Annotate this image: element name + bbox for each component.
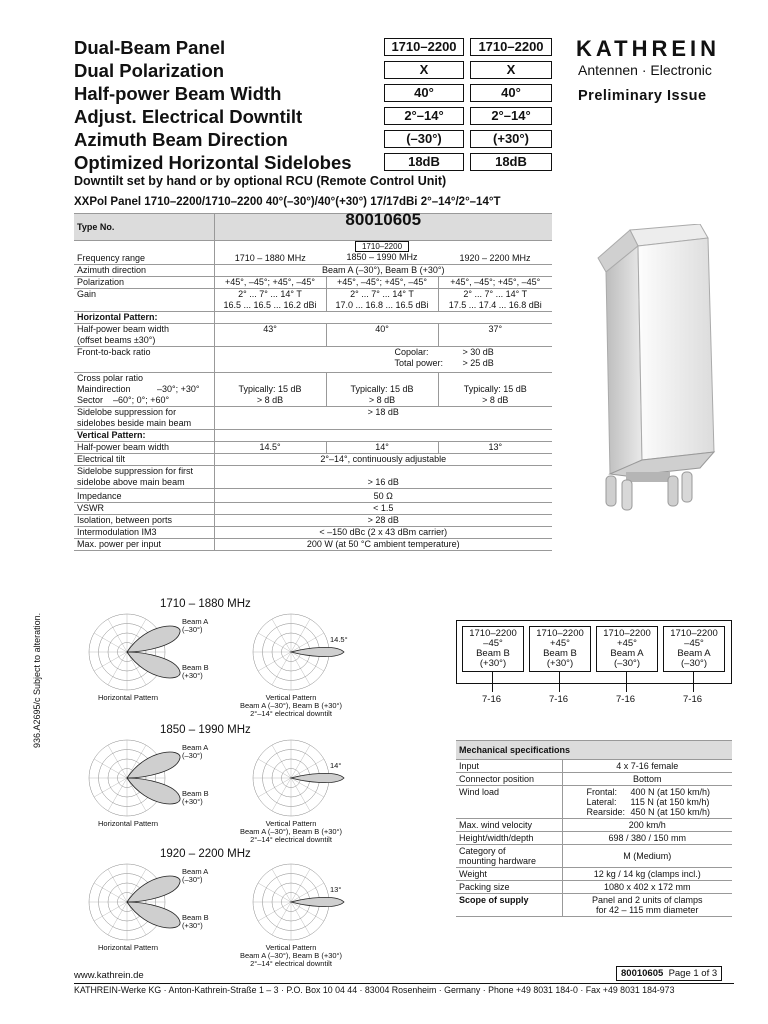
wind-frontal: 400 N (at 150 km/h) bbox=[630, 787, 711, 797]
vertical-pattern-caption: Vertical Pattern bbox=[265, 693, 317, 702]
horizontal-pattern-plot bbox=[72, 862, 182, 942]
vsls-value: > 16 dB bbox=[214, 466, 552, 489]
mech-scope-2: for 42 – 115 mm diameter bbox=[596, 905, 699, 915]
beam-b_dir-label: (+30°) bbox=[182, 797, 203, 806]
connector-dir: (+30°) bbox=[479, 658, 507, 669]
beam-a_dir-label: (–30°) bbox=[182, 751, 203, 760]
connector-type-tag: 7-16 bbox=[616, 694, 636, 705]
vertical-beamwidth-mark: 13° bbox=[330, 885, 342, 894]
vhpbw-2: 14° bbox=[326, 442, 438, 454]
pol-label: Polarization bbox=[74, 277, 214, 289]
connector-band: 1710–2200 bbox=[536, 628, 584, 639]
connector-dir: (+30°) bbox=[546, 658, 574, 669]
band-label: 1920 – 2200 MHz bbox=[160, 848, 251, 860]
page-indicator bbox=[616, 966, 722, 981]
mech-scope-label: Scope of supply bbox=[456, 894, 562, 917]
feature-box-right-6: 18dB bbox=[470, 153, 552, 171]
horizontal-pattern-caption: Horizontal Pattern bbox=[97, 693, 159, 702]
feature-title-3: Half-power Beam Width bbox=[74, 83, 282, 104]
mech-weight: 12 kg / 14 kg (clamps incl.) bbox=[562, 868, 732, 881]
wind-frontal-label: Frontal: bbox=[586, 787, 618, 797]
mech-cat-label: Category of bbox=[459, 846, 506, 856]
xpol-3-b: > 8 dB bbox=[482, 395, 509, 405]
connector-dir: (–30°) bbox=[614, 658, 640, 669]
connector-box bbox=[663, 626, 725, 672]
xpol-3-a: Typically: 15 dB bbox=[463, 384, 527, 394]
vhpbw-label: Half-power beam width bbox=[74, 442, 214, 454]
azimuth-value: Beam A (–30°), Beam B (+30°) bbox=[214, 265, 552, 277]
mech-conpos-label: Connector position bbox=[456, 773, 562, 786]
gain-3: 17.5 ... 17.4 ... 16.8 dBi bbox=[448, 300, 542, 310]
connector-pol: +45° bbox=[550, 638, 570, 649]
vertical-beamwidth-mark: 14° bbox=[330, 761, 342, 770]
type-number: 80010605 bbox=[214, 214, 552, 241]
vertical-beamwidth-mark: 14.5° bbox=[330, 635, 348, 644]
gain-tilt-1: 2° ... 7° ... 14° T bbox=[238, 289, 302, 299]
mech-packing: 1080 x 402 x 172 mm bbox=[562, 881, 732, 894]
website-link[interactable]: www.kathrein.de bbox=[74, 970, 144, 981]
connector-dir: (–30°) bbox=[681, 658, 707, 669]
mech-hwd: 698 / 380 / 150 mm bbox=[562, 832, 732, 845]
pol-1: +45°, –45°; +45°, –45° bbox=[214, 277, 326, 289]
hpbw-label-2: (offset beams ±30°) bbox=[77, 335, 156, 345]
type-label: Type No. bbox=[74, 214, 214, 241]
vswr-label: VSWR bbox=[74, 503, 214, 515]
connector-beam: Beam A bbox=[677, 648, 711, 659]
feature-box-left-3: 40° bbox=[384, 84, 464, 102]
mech-scope-1: Panel and 2 units of clamps bbox=[591, 895, 703, 905]
company-address: KATHREIN-Werke KG · Anton-Kathrein-Straße 1 – 3 · P.O. Box 10 04 44 · 83004 Rosenheim · Germany · Phone +49 8031 184-0 · Fax +49 8031 184-973 bbox=[74, 983, 734, 995]
downtilt-note: Downtilt set by hand or by optional RCU (Remote Control Unit) bbox=[74, 174, 447, 188]
xpol-main-label: Maindirection bbox=[77, 384, 131, 394]
mech-hwd-label: Height/width/depth bbox=[456, 832, 562, 845]
beam-a-label: Beam A bbox=[182, 617, 209, 626]
wind-rear: 450 N (at 150 km/h) bbox=[630, 807, 711, 817]
xpol-2-b: > 8 dB bbox=[368, 395, 396, 405]
feature-box-right-2: X bbox=[470, 61, 552, 79]
mech-wind-label: Wind load bbox=[456, 786, 562, 819]
beam-a_dir-label: (–30°) bbox=[182, 625, 203, 634]
connector-band: 1710–2200 bbox=[469, 628, 517, 639]
freq-label: Frequency range bbox=[74, 241, 214, 265]
beam-b-label: Beam B bbox=[182, 663, 209, 672]
sls-label: Sidelobe suppression for bbox=[77, 407, 177, 417]
connector-beam: Beam B bbox=[543, 648, 577, 659]
horizontal-section: Horizontal Pattern: bbox=[74, 312, 214, 324]
logo-subtitle: Antennen · Electronic bbox=[578, 62, 712, 78]
band-box: 1710–2200 bbox=[355, 241, 409, 252]
band-label: 1850 – 1990 MHz bbox=[160, 724, 251, 736]
gain-1: 16.5 ... 16.5 ... 16.2 dBi bbox=[223, 300, 317, 310]
horizontal-pattern-plot bbox=[72, 738, 182, 818]
connector-box bbox=[596, 626, 658, 672]
pol-2: +45°, –45°; +45°, –45° bbox=[326, 277, 438, 289]
gain-tilt-3: 2° ... 7° ... 14° T bbox=[463, 289, 528, 299]
freq-3: 1920 – 2200 MHz bbox=[438, 241, 552, 265]
hpbw-2: 40° bbox=[326, 324, 438, 347]
feature-box-left-1: 1710–2200 bbox=[384, 38, 464, 56]
connector-box bbox=[462, 626, 524, 672]
beam-b-label: Beam B bbox=[182, 913, 209, 922]
horizontal-pattern-caption: Horizontal Pattern bbox=[97, 819, 159, 828]
iso-value: > 28 dB bbox=[214, 515, 552, 527]
connector-band: 1710–2200 bbox=[670, 628, 718, 639]
mech-conpos: Bottom bbox=[562, 773, 732, 786]
connector-lead bbox=[492, 672, 493, 692]
feature-box-left-5: (–30°) bbox=[384, 130, 464, 148]
feature-box-left-6: 18dB bbox=[384, 153, 464, 171]
feature-box-right-1: 1710–2200 bbox=[470, 38, 552, 56]
feature-title-6: Optimized Horizontal Sidelobes bbox=[74, 152, 352, 173]
connector-beam: Beam B bbox=[476, 648, 510, 659]
ftb-copolar: > 30 dB bbox=[462, 347, 494, 357]
mech-title: Mechanical specifications bbox=[456, 741, 732, 760]
vertical-pattern-caption: Beam A (–30°), Beam B (+30°) bbox=[239, 827, 343, 836]
xpol-sector-angles: –60°; 0°; +60° bbox=[113, 395, 170, 405]
xpol-1-b: > 8 dB bbox=[256, 395, 284, 405]
mech-cat: M (Medium) bbox=[562, 845, 732, 868]
xpol-main-angles: –30°; +30° bbox=[157, 384, 200, 394]
feature-title-5: Azimuth Beam Direction bbox=[74, 129, 288, 150]
ftb-copolar-label: Copolar: bbox=[394, 347, 429, 357]
beam-b_dir-label: (+30°) bbox=[182, 671, 203, 680]
mech-packing-label: Packing size bbox=[456, 881, 562, 894]
connector-lead bbox=[693, 672, 694, 692]
vertical-pattern-caption: Beam A (–30°), Beam B (+30°) bbox=[239, 951, 343, 960]
feature-title-2: Dual Polarization bbox=[74, 60, 225, 81]
mech-velocity-label: Max. wind velocity bbox=[456, 819, 562, 832]
iso-label: Isolation, between ports bbox=[74, 515, 214, 527]
page-number: Page 1 of 3 bbox=[668, 968, 718, 979]
connector-band: 1710–2200 bbox=[603, 628, 651, 639]
xpol-2-a: Typically: 15 dB bbox=[350, 384, 414, 394]
wind-rear-label: Rearside: bbox=[586, 807, 626, 817]
mech-cat-label-2: mounting hardware bbox=[459, 856, 537, 866]
feature-title-4: Adjust. Electrical Downtilt bbox=[74, 106, 303, 127]
feature-title-1: Dual-Beam Panel bbox=[74, 37, 226, 58]
connector-type-tag: 7-16 bbox=[683, 694, 703, 705]
azimuth-label: Azimuth direction bbox=[74, 265, 214, 277]
freq-2: 1850 – 1990 MHz bbox=[346, 252, 418, 262]
feature-box-right-3: 40° bbox=[470, 84, 552, 102]
pwr-label: Max. power per input bbox=[74, 539, 214, 551]
connector-type-tag: 7-16 bbox=[482, 694, 502, 705]
hpbw-3: 37° bbox=[438, 324, 552, 347]
beam-b-label: Beam B bbox=[182, 789, 209, 798]
beam-b_dir-label: (+30°) bbox=[182, 921, 203, 930]
vhpbw-1: 14.5° bbox=[214, 442, 326, 454]
gain-label: Gain bbox=[74, 289, 214, 312]
ftb-total: > 25 dB bbox=[462, 358, 494, 368]
im3-value: < –150 dBc (2 x 43 dBm carrier) bbox=[214, 527, 552, 539]
feature-box-left-4: 2°–14° bbox=[384, 107, 464, 125]
imp-label: Impedance bbox=[74, 489, 214, 503]
footer-type-no: 80010605 bbox=[621, 968, 664, 979]
kathrein-logo: KATHREIN bbox=[576, 36, 721, 61]
gain-2: 17.0 ... 16.8 ... 16.5 dBi bbox=[335, 300, 429, 310]
connector-pol: –45° bbox=[684, 638, 704, 649]
etilt-label: Electrical tilt bbox=[74, 454, 214, 466]
imp-value: 50 Ω bbox=[214, 489, 552, 503]
document-reference: 936.A2695/c Subject to alteration. bbox=[32, 612, 42, 748]
horizontal-pattern-caption: Horizontal Pattern bbox=[97, 943, 159, 952]
connector-box bbox=[529, 626, 591, 672]
beam-a_dir-label: (–30°) bbox=[182, 875, 203, 884]
vertical-pattern-plot bbox=[236, 738, 346, 818]
feature-box-left-2: X bbox=[384, 61, 464, 79]
preliminary-label: Preliminary Issue bbox=[578, 88, 707, 104]
wind-lateral-label: Lateral: bbox=[586, 797, 617, 807]
pol-3: +45°, –45°; +45°, –45° bbox=[438, 277, 552, 289]
feature-box-right-5: (+30°) bbox=[470, 130, 552, 148]
connector-pol: –45° bbox=[483, 638, 503, 649]
hpbw-1: 43° bbox=[214, 324, 326, 347]
freq-1: 1710 – 1880 MHz bbox=[214, 241, 326, 265]
electrical-spec-table bbox=[74, 210, 552, 551]
mech-input-label: Input bbox=[456, 760, 562, 773]
vertical-pattern-caption: Vertical Pattern bbox=[265, 819, 317, 828]
vswr-value: < 1.5 bbox=[214, 503, 552, 515]
xpol-label: Cross polar ratio bbox=[77, 373, 144, 383]
beam-a-label: Beam A bbox=[182, 743, 209, 752]
connector-type-tag: 7-16 bbox=[549, 694, 569, 705]
vertical-pattern-caption: 2°–14° electrical downtilt bbox=[250, 959, 332, 968]
xpol-1-a: Typically: 15 dB bbox=[238, 384, 302, 394]
feature-box-right-4: 2°–14° bbox=[470, 107, 552, 125]
sls-label-2: sidelobes beside main beam bbox=[77, 418, 192, 428]
vertical-pattern-caption: Beam A (–30°), Beam B (+30°) bbox=[239, 701, 343, 710]
gain-tilt-2: 2° ... 7° ... 14° T bbox=[350, 289, 414, 299]
product-line: XXPol Panel 1710–2200/1710–2200 40°(–30°)/40°(+30°) 17/17dBi 2°–14°/2°–14°T bbox=[74, 196, 501, 208]
mech-velocity: 200 km/h bbox=[562, 819, 732, 832]
hpbw-label: Half-power beam width bbox=[77, 324, 170, 334]
pwr-value: 200 W (at 50 °C ambient temperature) bbox=[214, 539, 552, 551]
vertical-section: Vertical Pattern: bbox=[74, 430, 214, 442]
connector-lead bbox=[559, 672, 560, 692]
horizontal-pattern-plot bbox=[72, 612, 182, 692]
mechanical-spec-table bbox=[456, 740, 732, 917]
antenna-product-image bbox=[596, 224, 736, 514]
band-label: 1710 – 1880 MHz bbox=[160, 598, 251, 610]
vertical-pattern-caption: 2°–14° electrical downtilt bbox=[250, 709, 332, 718]
vertical-pattern-plot bbox=[236, 862, 346, 942]
mech-input: 4 x 7-16 female bbox=[562, 760, 732, 773]
mech-weight-label: Weight bbox=[456, 868, 562, 881]
im3-label: Intermodulation IM3 bbox=[74, 527, 214, 539]
vsls-label: Sidelobe suppression for first bbox=[77, 466, 194, 476]
etilt-value: 2°–14°, continuously adjustable bbox=[214, 454, 552, 466]
ftb-label: Front-to-back ratio bbox=[74, 347, 214, 373]
vsls-label-2: sidelobe above main beam bbox=[77, 477, 185, 487]
vertical-pattern-caption: Vertical Pattern bbox=[265, 943, 317, 952]
sls-value: > 18 dB bbox=[214, 407, 552, 430]
beam-a-label: Beam A bbox=[182, 867, 209, 876]
wind-lateral: 115 N (at 150 km/h) bbox=[630, 797, 710, 807]
connector-lead bbox=[626, 672, 627, 692]
ftb-total-label: Total power: bbox=[394, 358, 444, 368]
vertical-pattern-caption: 2°–14° electrical downtilt bbox=[250, 835, 332, 844]
connector-beam: Beam A bbox=[610, 648, 644, 659]
vertical-pattern-plot bbox=[236, 612, 346, 692]
xpol-sector-label: Sector bbox=[77, 395, 104, 405]
vhpbw-3: 13° bbox=[438, 442, 552, 454]
connector-pol: +45° bbox=[617, 638, 637, 649]
